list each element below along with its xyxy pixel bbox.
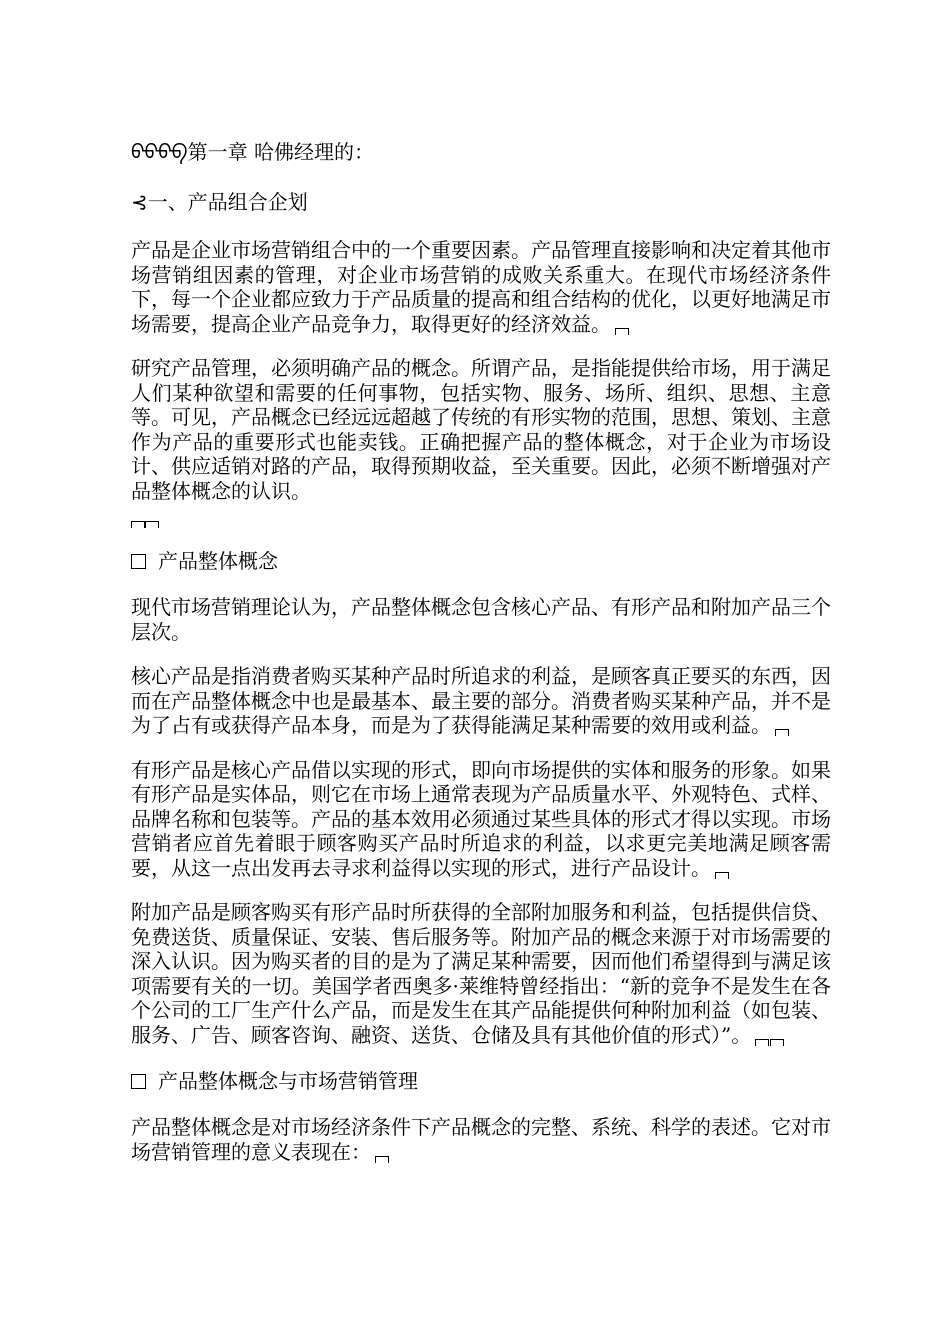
document-page: [131, 138, 831, 1184]
return-mark-icon: [145, 521, 159, 528]
return-mark-icon: [715, 872, 729, 879]
return-mark-icon: [755, 1039, 769, 1046]
section-heading-1-text: 产品整体概念: [158, 549, 278, 573]
chapter-title-text: 第一章 哈佛经理的：: [187, 140, 374, 164]
section-heading-1: [131, 547, 831, 575]
paragraph-s1-1: 现代市场营销理论认为，产品整体概念包含核心产品、有形产品和附加产品三个层次。: [131, 595, 831, 644]
subtitle-marker-icon: ⊰: [131, 190, 148, 214]
subtitle-text: 一、产品组合企划: [147, 190, 308, 214]
return-mark-icon: [375, 1156, 389, 1163]
chapter-title: [131, 138, 831, 166]
return-mark-icon: [615, 328, 629, 335]
return-mark-icon: [131, 521, 145, 528]
paragraph-intro-2: 研究产品管理，必须明确产品的概念。所谓产品，是指能提供给市场，用于满足人们某种欲望和需要的任何事物，包括实物、服务、场所、组织、思想、主意等。可见，产品概念已经远远超越了传统的有形实物的范围，思想、策划、主意作为产品的重要形式也能卖钱。正确把握产品的整体概念，对于企业为市场设计、供应适销对路的产品，取得预期收益，至关重要。因此，必须不断增强对产品整体概念的认识。: [131, 356, 831, 503]
paragraph-s2-1: 产品整体概念是对市场经济条件下产品概念的完整、系统、科学的表述。它对市场营销管理的意义表现在：: [131, 1115, 831, 1164]
paragraph-s1-4: 附加产品是顾客购买有形产品时所获得的全部附加服务和利益，包括提供信贷、免费送货、质量保证、安装、售后服务等。附加产品的概念来源于对市场需要的深入认识。因为购买者的目的是为了满足某种需要，因而他们希望得到与满足该项需要有关的一切。美国学者西奥多·莱维特曾经指出：“新的竞争不是发生在各个公司的工厂生产什么产品，而是发生在其产品能提供何种附加利益（如包装、服务、广告、顾客咨询、融资、送货、仓储及具有其他价值的形式）”。: [131, 900, 831, 1047]
checkbox-square-icon: [131, 1074, 146, 1089]
section-heading-2: [131, 1067, 831, 1095]
return-mark-icon: [775, 729, 789, 736]
paragraph-s1-2: 核心产品是指消费者购买某种产品时所追求的利益，是顾客真正要买的东西，因而在产品整体概念中也是最基本、最主要的部分。消费者购买某种产品，并不是为了占有或获得产品本身，而是为了获得能满足某种需要的效用或利益。: [131, 664, 831, 737]
section-heading-2-text: 产品整体概念与市场营销管理: [158, 1069, 418, 1093]
paragraph-end-marks: [131, 509, 831, 527]
return-mark-icon: [770, 1039, 784, 1046]
checkbox-square-icon: [131, 554, 146, 569]
ornament-icon: ᠪᠪᠪᠪ: [131, 140, 188, 164]
paragraph-s1-3: 有形产品是核心产品借以实现的形式，即向市场提供的实体和服务的形象。如果有形产品是实体品，则它在市场上通常表现为产品质量水平、外观特色、式样、品牌名称和包装等。产品的基本效用必须通过某些具体的形式才得以实现。市场营销者应首先着眼于顾客购买产品时所追求的利益，以求更完美地满足顾客需要，从这一点出发再去寻求利益得以实现的形式，进行产品设计。: [131, 757, 831, 880]
paragraph-intro-1: 产品是企业市场营销组合中的一个重要因素。产品管理直接影响和决定着其他市场营销组因素的管理，对企业市场营销的成败关系重大。在现代市场经济条件下，每一个企业都应致力于产品质量的提高和组合结构的优化，以更好地满足市场需要，提高企业产品竞争力，取得更好的经济效益。: [131, 238, 831, 336]
section-subtitle: [131, 188, 831, 216]
